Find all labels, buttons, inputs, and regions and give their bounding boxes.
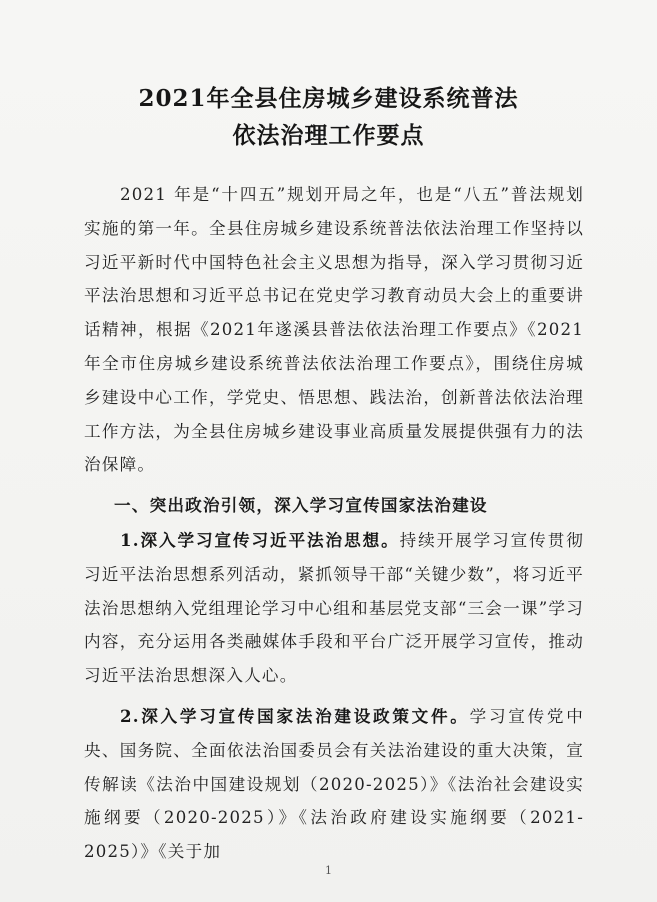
section-1-heading: 一、突出政治引领，深入学习宣传国家法治建设 — [114, 495, 488, 515]
page-number: 1 — [325, 864, 332, 877]
item-2-paragraph — [84, 700, 584, 869]
document-title-line-1: 2021年全县住房城乡建设系统普法 — [138, 85, 519, 112]
item-1-lead: 1.深入学习宣传习近平法治思想。 — [120, 530, 400, 550]
intro-text: 2021 年是“十四五”规划开局之年，也是“八五”普法规划实施的第一年。全县住房城乡建设系统普法依法治理工作坚持以习近平新时代中国特色社会主义思想为指导，深入学习贯彻习近平法治思想和习近平总书记在党史学习教育动员大会上的重要讲话精神，根据《2021年遂溪县普法依法治理工作要点》《2021年全市住房城乡建设系统普法依法治理工作要点》，围绕住房城乡建设中心工作，学党史、悟思想、践法治，创新普法依法治理工作方法，为全县住房城乡建设事业高质量发展提供强有力的法治保障。 — [84, 185, 584, 475]
item-2-text: 学习宣传党中央、国务院、全面依法治国委员会有关法治建设的重大决策，宣传解读《法治中国建设规划（2020-2025）》《法治社会建设实施纲要（2020-2025）》《法治政府建设实施纲要（2021-2025）》《关于加 — [84, 707, 584, 862]
document-title-line-2: 依法治理工作要点 — [232, 122, 425, 149]
item-2-lead: 2.深入学习宣传国家法治建设政策文件。 — [120, 706, 470, 726]
item-1-text: 持续开展学习宣传贯彻习近平法治思想系列活动，紧抓领导干部“关键少数”，将习近平法治思想纳入党组理论学习中心组和基层党支部“三会一课”学习内容，充分运用各类融媒体手段和平台广泛开展学习宣传，推动习近平法治思想深入人心。 — [84, 531, 585, 686]
item-1-paragraph — [84, 524, 584, 693]
intro-paragraph — [84, 178, 584, 482]
